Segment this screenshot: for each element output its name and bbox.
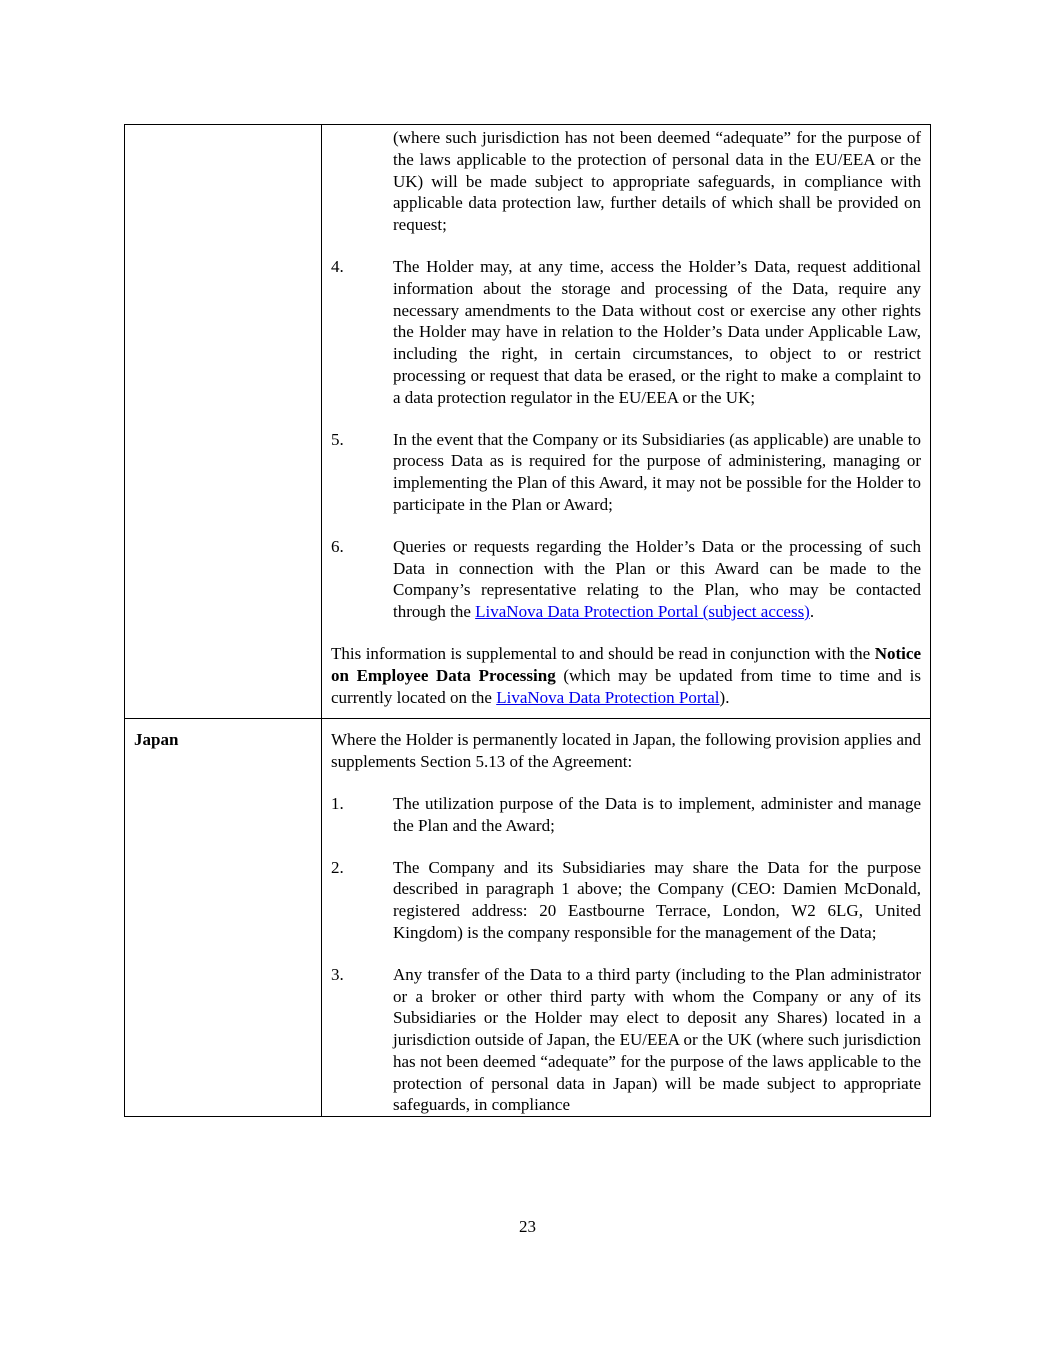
provision-cell [322, 719, 931, 1117]
subject-access-portal-link[interactable]: LivaNova Data Protection Portal (subject access) [475, 602, 810, 622]
continued-item-text: (where such jurisdiction has not been deemed “adequate” for the purpose of the laws applicable to the protection of personal data in the EU/EEA or the UK) will be made subject to appropriate safeguards, in compliance with applicable data protection law, further details of which shall be provided on request; [393, 128, 921, 235]
item-number: 1. [331, 793, 344, 813]
item-text: The Company and its Subsidiaries may share the Data for the purpose described in paragraph 1 above; the Company (CEO: Damien McDonald, registered address: 20 Eastbourne Terrace, London, W2 6LG, United Kingdom) is the company responsible for the management of the Data; [393, 857, 921, 942]
item-text: The Holder may, at any time, access the Holder’s Data, request additional information about the storage and processing of the Data, require any necessary amendments to the Data without cost or exercise any other rights the Holder may have in relation to the Holder’s Data under Applicable Law, including the right, in certain circumstances, to object to or restrict processing or request that data be erased, or the right to make a complaint to a data protection regulator in the EU/EEA or the UK; [393, 256, 921, 407]
country-label [125, 125, 321, 135]
item-text: Queries or requests regarding the Holder’s Data or the processing of such Data in connection with the Plan or this Award can be made to the Company’s representative relating to the Plan, who may be contacted through the LivaNova Data Protection Portal (subject access). [393, 536, 921, 622]
data-protection-portal-link[interactable]: LivaNova Data Protection Portal [496, 687, 720, 707]
item-number: 5. [331, 429, 344, 449]
page-number: 23 [519, 1217, 536, 1236]
table-row-continued [125, 125, 931, 719]
list-item-3 [331, 964, 921, 1117]
table-row-japan [125, 719, 931, 1117]
list-item-1 [331, 793, 921, 837]
item-number: 2. [331, 857, 344, 877]
country-provisions-table [124, 124, 931, 1117]
provision-cell [322, 125, 931, 719]
item-text: The utilization purpose of the Data is to implement, administer and manage the Plan and the Award; [393, 793, 921, 835]
list-item-4 [331, 256, 921, 409]
item-text: In the event that the Company or its Subsidiaries (as applicable) are unable to process Data as is required for the purpose of administering, managing or implementing the Plan of this Award, it may not be possible for the Holder to participate in the Plan or Award; [393, 429, 921, 514]
item-text: Any transfer of the Data to a third party (including to the Plan administrator or a broker or other third party with whom the Company or any of its Subsidiaries or the Holder may elect to deposit any Shares) located in a jurisdiction outside of Japan, the EU/EEA or the UK (where such jurisdiction has not been deemed “adequate” for the purpose of the laws applicable to the protection of personal data in Japan) will be made subject to appropriate safeguards, in compliance [393, 964, 921, 1115]
japan-intro: Where the Holder is permanently located in Japan, the following provision applies and supplements Section 5.13 of the Agreement: [331, 730, 921, 772]
list-item-5 [331, 429, 921, 516]
item-number: 6. [331, 536, 344, 556]
item-number: 4. [331, 256, 344, 276]
country-label-japan: Japan [134, 730, 179, 750]
notice-title: Notice on Employee Data Processing [331, 643, 921, 685]
country-cell [125, 719, 322, 1117]
item-number: 3. [331, 964, 344, 984]
list-item-6 [331, 536, 921, 623]
list-item-2 [331, 857, 921, 944]
country-cell-empty [125, 125, 322, 719]
supplement-paragraph: This information is supplemental to and should be read in conjunction with the Notice on Employee Data Processing (which may be updated from time to time and is currently located on the LivaNova Data Protection Portal). [331, 643, 921, 707]
